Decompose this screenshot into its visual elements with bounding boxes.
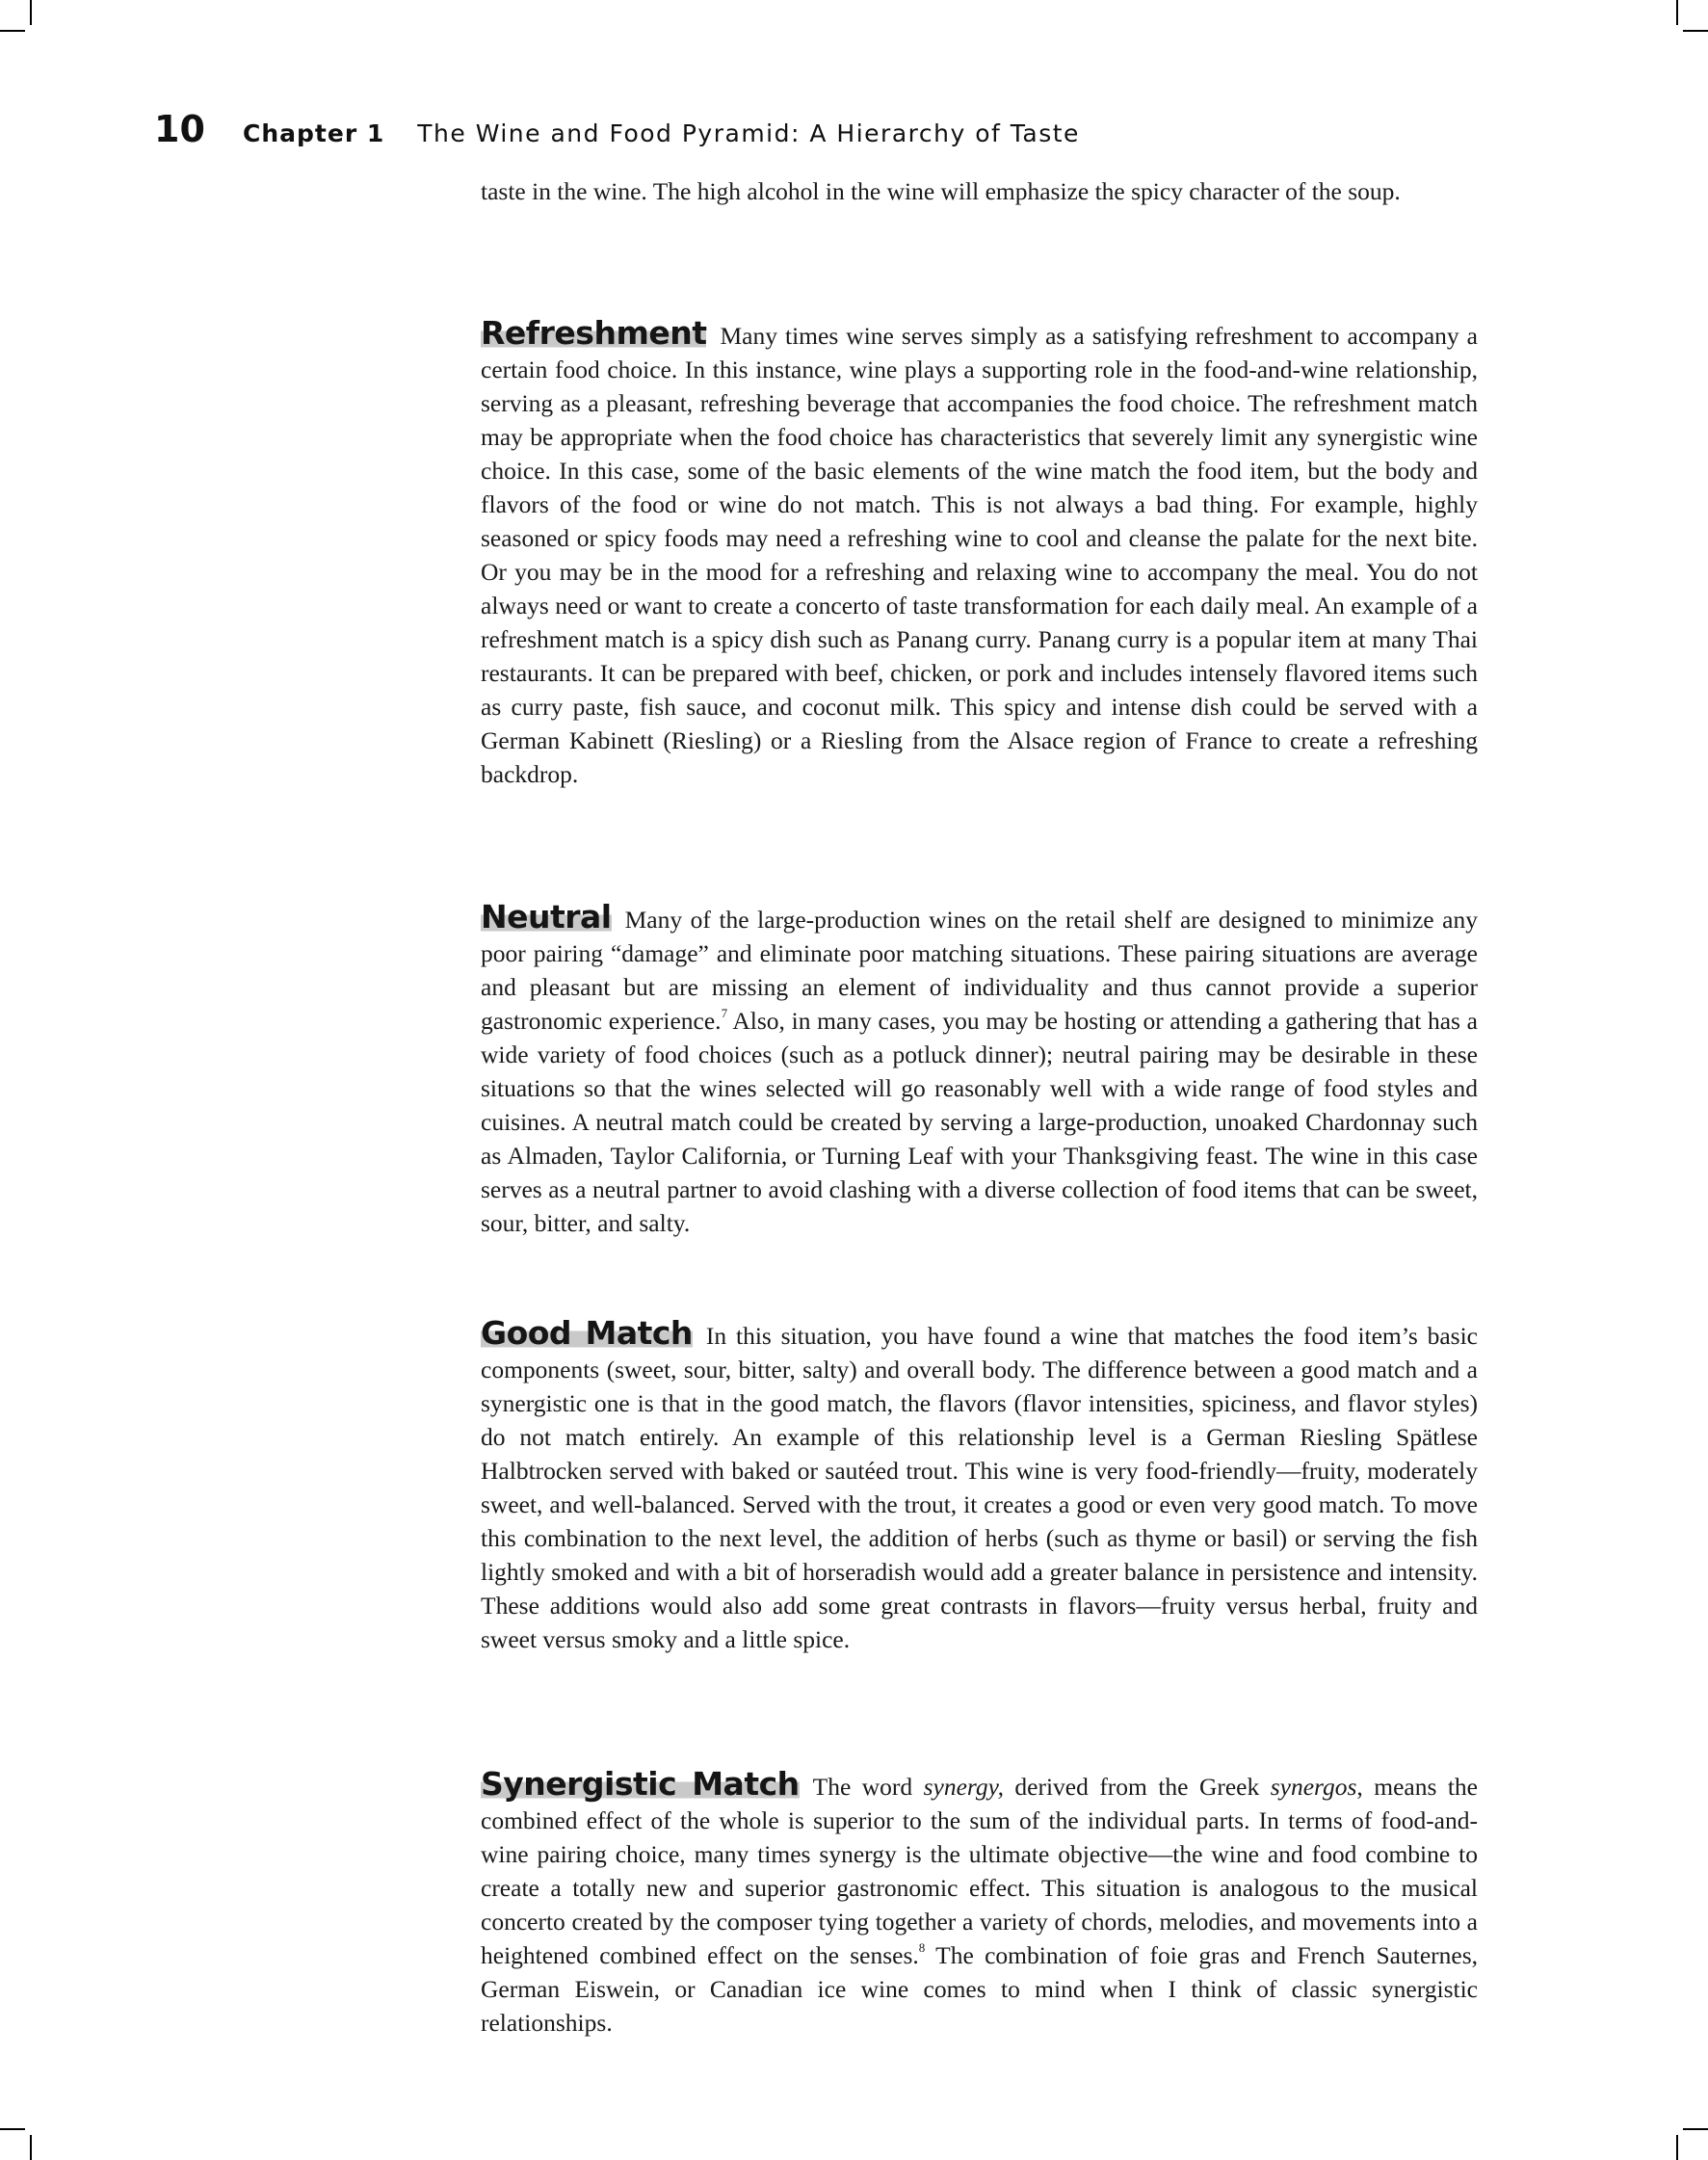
crop-mark-bottom-right-vertical [1676,2135,1678,2160]
term-synergy: synergy, [923,1773,1004,1801]
refreshment-paragraph [481,316,1478,791]
refreshment-text: Many times wine serves simply as a satisfying refreshment to accompany a certain food choice. In this instance, wine plays a supporting role in the food-and-wine relationship, serving as a pleasant, refreshing beverage that accompanies the food choice. The refreshment match may be appropriate when the food choice has characteristics that severely limit any synergistic wine choice. In this case, some of the basic elements of the wine match the food item, but the body and flavors of the food or wine do not match. This is not always a bad thing. For example, highly seasoned or spicy foods may need a refreshing wine to cool and cleanse the palate for the next bite. Or you may be in the mood for a refreshing and relaxing wine to accompany the meal. You do not always need or want to create a concerto of taste transformation for each daily meal. An example of a refreshment match is a spicy dish such as Panang curry. Panang curry is a popular item at many Thai restaurants. It can be prepared with beef, chicken, or pork and includes intensely flavored items such as curry paste, fish sauce, and coconut milk. This spicy and intense dish could be served with a German Kabinett (Riesling) or a Riesling from the Alsace region of France to create a refreshing backdrop. [481,322,1478,788]
crop-mark-bottom-right-horizontal [1683,2128,1708,2130]
section-heading-synergistic-match: Synergistic Match [481,1765,800,1803]
footnote-ref-7: 7 [721,1005,728,1020]
crop-mark-top-left-vertical [30,0,32,25]
section-synergistic-match [481,1767,1478,2040]
neutral-text-2: Also, in many cases, you may be hosting or attending a gathering that has a wide variety of food choices (such as a potluck dinner); neutral pairing may be desirable in these situations so that the wines selected will go reasonably well with a wide range of food styles and cuisines. A neutral match could be created by serving a large-production, unoaked Chardonnay such as Almaden, Taylor California, or Turning Leaf with your Thanksgiving feast. The wine in this case serves as a neutral partner to avoid clashing with a diverse collection of food items that can be sweet, sour, bitter, and salty. [481,1007,1478,1237]
section-refreshment [481,316,1478,791]
chapter-label: Chapter 1 [243,119,385,147]
running-head [154,108,1080,150]
synergistic-match-paragraph [481,1767,1478,2040]
synergistic-text-2: derived from the Greek [1003,1773,1271,1801]
section-heading-refreshment: Refreshment [481,314,707,352]
section-heading-neutral: Neutral [481,898,612,935]
section-heading-good-match: Good Match [481,1314,693,1352]
section-neutral [481,900,1478,1240]
section-good-match [481,1316,1478,1656]
neutral-text-1: Many of the large-production wines on the retail shelf are designed to minimize any poor pairing “damage” and eliminate poor matching situations. These pairing situations are average and pleasant but are missing an element of individuality and thus cannot provide a superior gastronomic experience. [481,906,1478,1035]
crop-mark-top-right-vertical [1676,0,1678,25]
chapter-title: The Wine and Food Pyramid: A Hierarchy of Taste [417,119,1080,147]
neutral-paragraph [481,900,1478,1240]
page-number: 10 [154,108,205,150]
intro-text: taste in the wine. The high alcohol in the wine will emphasize the spicy character of the soup. [481,177,1401,205]
synergistic-text-4: The combination of foie gras and French Sauternes, German Eiswein, or Canadian ice wine comes to mind when I think of classic synergistic relationships. [481,1941,1478,2037]
crop-mark-bottom-left-vertical [30,2135,32,2160]
crop-mark-bottom-left-horizontal [0,2128,25,2130]
synergistic-text-3: , means the combined effect of the whole is superior to the sum of the individual parts. In terms of food-and-wine pairing choice, many times synergy is the ultimate objective—the wine and food combine to create a totally new and superior gastronomic effect. This situation is analogous to the musical concerto created by the composer tying together a variety of chords, melodies, and movements into a heightened combined effect on the senses. [481,1773,1478,1969]
good-match-text: In this situation, you have found a wine that matches the food item’s basic components (sweet, sour, bitter, salty) and overall body. The difference between a good match and a synergistic one is that in the good match, the flavors (flavor intensities, spiciness, and flavor styles) do not match entirely. An example of this relationship level is a German Riesling Spätlese Halbtrocken served with baked or sautéed trout. This wine is very food-friendly—fruity, moderately sweet, and well-balanced. Served with the trout, it creates a good or even very good match. To move this combination to the next level, the addition of herbs (such as thyme or basil) or serving the fish lightly smoked and with a bit of horseradish would add a greater balance in persistence and intensity. These additions would also add some great contrasts in flavors—fruity versus herbal, fruity and sweet versus smoky and a little spice. [481,1322,1478,1653]
term-synergos: synergos [1270,1773,1357,1801]
good-match-paragraph [481,1316,1478,1656]
crop-mark-top-right-horizontal [1683,30,1708,32]
footnote-ref-8: 8 [918,1939,926,1955]
crop-mark-top-left-horizontal [0,30,25,32]
intro-paragraph [481,174,1478,208]
synergistic-text-1: The word [812,1773,924,1801]
